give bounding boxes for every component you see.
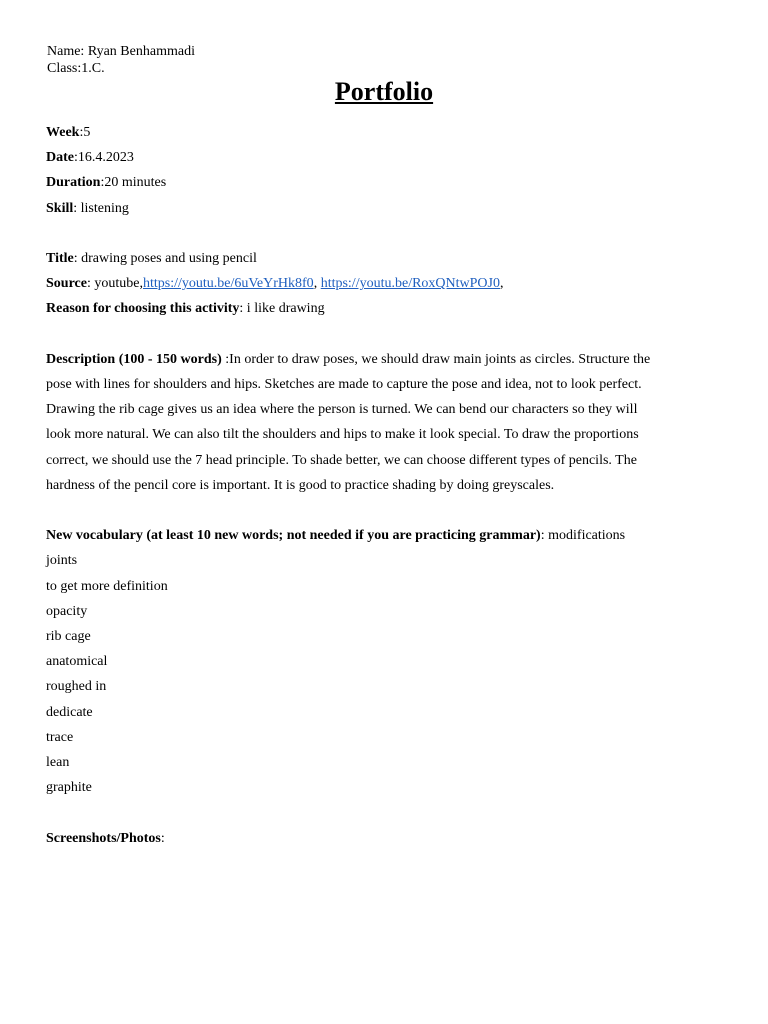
description-line: correct, we should use the 7 head principle. To shade better, we can choose different types of pencils. The — [46, 452, 637, 468]
title-row — [46, 246, 721, 271]
student-class: Class:1.C. — [47, 61, 105, 76]
source-prefix: : youtube, — [86, 276, 143, 292]
description-line: Drawing the rib cage gives us an idea where the person is turned. We can bend our characters so they will — [46, 402, 638, 418]
vocabulary-word: rib cage — [46, 629, 91, 645]
duration-row — [46, 170, 721, 195]
date-value: :16.4.2023 — [74, 150, 134, 166]
screenshots-row — [46, 826, 721, 851]
source-row — [46, 271, 721, 296]
skill-row — [46, 196, 721, 221]
vocabulary-word: to get more definition — [46, 578, 168, 594]
duration-label: Duration — [46, 175, 101, 191]
week-value: :5 — [79, 125, 91, 140]
reason-row — [46, 296, 721, 321]
photos-area — [46, 860, 721, 1000]
description-line — [46, 347, 721, 372]
description-label: Description (100 - 150 words) — [46, 351, 222, 367]
vocabulary-word: joints — [46, 553, 78, 569]
vocabulary-word: opacity — [46, 603, 88, 619]
page-title: Portfolio — [334, 77, 434, 106]
spacer — [46, 221, 721, 246]
vocabulary-word: roughed in — [46, 679, 107, 695]
vocabulary-word: trace — [46, 729, 74, 745]
title-label: Title — [46, 251, 74, 266]
source-label: Source — [46, 276, 87, 292]
screenshots-label: Screenshots/Photos — [46, 830, 161, 846]
description-line: look more natural. We can also tilt the shoulders and hips to make it look special. To draw the proportions — [46, 427, 639, 443]
source-link-2[interactable]: https://youtu.be/RoxQNtwPOJ0 — [320, 276, 500, 292]
week-label: Week — [46, 125, 80, 140]
skill-label: Skill — [46, 200, 74, 216]
date-row — [46, 145, 721, 170]
source-separator: , — [313, 276, 321, 292]
date-label: Date — [46, 150, 74, 166]
description-text-1: :In order to draw poses, we should draw main joints as circles. Structure the — [221, 351, 651, 367]
spacer — [46, 322, 721, 347]
vocabulary-first-word: : modifications — [540, 528, 626, 544]
skill-value: : listening — [73, 200, 129, 216]
description-line: hardness of the pencil core is important. It is good to practice shading by doing greyscales. — [46, 477, 555, 493]
vocabulary-heading-row — [46, 523, 721, 548]
document-body — [46, 120, 721, 851]
vocabulary-label: New vocabulary (at least 10 new words; not needed if you are practicing grammar) — [46, 528, 541, 544]
source-suffix: , — [499, 276, 504, 292]
student-name: Name: Ryan Benhammadi — [47, 44, 195, 59]
vocabulary-word: anatomical — [46, 654, 108, 670]
week-row — [46, 120, 721, 145]
vocabulary-word: dedicate — [46, 704, 93, 720]
source-link-1[interactable]: https://youtu.be/6uVeYrHk8f0 — [142, 276, 314, 292]
reason-value: : i like drawing — [239, 301, 325, 317]
title-value: : drawing poses and using pencil — [73, 251, 257, 266]
description-line: pose with lines for shoulders and hips. Sketches are made to capture the pose and idea, not to look perfect. — [46, 377, 642, 392]
screenshots-suffix: : — [160, 830, 165, 846]
reason-label: Reason for choosing this activity — [46, 301, 240, 317]
vocabulary-word: lean — [46, 755, 70, 771]
duration-value: :20 minutes — [100, 175, 167, 191]
spacer — [46, 498, 721, 523]
spacer — [46, 800, 721, 825]
vocabulary-word: graphite — [46, 780, 92, 796]
